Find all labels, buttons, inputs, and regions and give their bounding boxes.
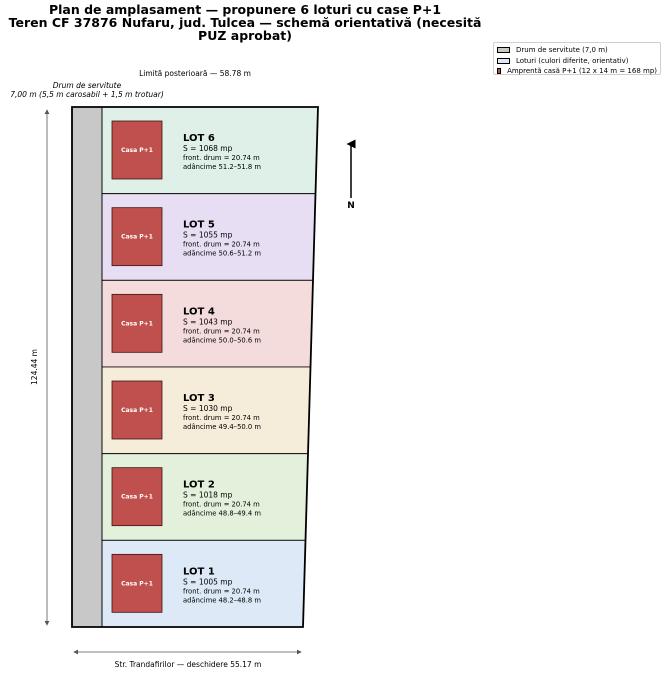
house-label: Casa P+1	[121, 320, 153, 328]
lot-area: S = 1030 mp	[183, 404, 233, 413]
lot-name: LOT 1	[183, 566, 215, 578]
lot-name: LOT 6	[183, 133, 215, 144]
lot-area: S = 1055 mp	[183, 230, 233, 240]
legend-swatch-road	[497, 47, 510, 53]
lot-depth: adâncime 48.8–49.4 m	[183, 509, 261, 518]
lot-depth: adâncime 48.2–48.8 m	[183, 596, 261, 605]
lot-frontage: front. drum = 20.74 m	[183, 587, 260, 596]
legend-swatch-lots	[497, 58, 510, 64]
lot-depth: adâncime 50.0–50.6 m	[183, 336, 261, 345]
legend-label-house: Amprentă casă P+1 (12 x 14 m = 168 mp)	[507, 67, 657, 75]
house-label: Casa P+1	[121, 233, 153, 241]
legend-item-lots	[497, 56, 657, 66]
street-dimension-label: Str. Trandafirilor — deschidere 55.17 m	[114, 660, 262, 669]
rear-limit-label: Limită posterioară — 58.78 m	[139, 69, 251, 78]
lot-area: S = 1005 mp	[183, 577, 233, 587]
title-line-2: Teren CF 37876 Nufaru, jud. Tulcea — schemă orientativă (necesită PUZ aprobat)	[8, 15, 482, 43]
lot-frontage: front. drum = 20.74 m	[183, 154, 260, 162]
lot-area: S = 1018 mp	[183, 490, 233, 500]
lot-name: LOT 3	[183, 393, 215, 404]
lot-depth: adâncime 51.2–51.8 m	[183, 163, 261, 171]
road-title-label: Drum de servitute	[52, 81, 122, 90]
legend-item-house	[497, 66, 657, 76]
lot-name: LOT 2	[183, 479, 215, 491]
legend-label-road: Drum de servitute (7,0 m)	[516, 46, 608, 54]
road-detail-label: 7,00 m (5,5 m carosabil + 1,5 m trotuar)	[10, 90, 164, 99]
house-label: Casa P+1	[121, 407, 153, 414]
service-road	[72, 107, 102, 627]
lot-frontage: front. drum = 20.74 m	[183, 240, 260, 249]
left-dimension-label: 124.44 m	[30, 349, 39, 385]
title-line-1: Plan de amplasament — propunere 6 loturi cu case P+1	[48, 2, 442, 17]
legend	[493, 42, 661, 75]
lot-name: LOT 4	[183, 306, 215, 318]
house-label: Casa P+1	[121, 147, 153, 154]
lot-frontage: front. drum = 20.74 m	[183, 500, 260, 509]
legend-swatch-house	[497, 68, 501, 74]
lot-name: LOT 5	[183, 219, 215, 231]
house-label: Casa P+1	[121, 580, 153, 588]
lots-group	[102, 107, 318, 627]
house-label: Casa P+1	[121, 493, 153, 501]
lot-frontage: front. drum = 20.74 m	[183, 327, 260, 336]
lot-frontage: front. drum = 20.74 m	[183, 414, 260, 422]
north-label: N	[347, 201, 355, 211]
lot-depth: adâncime 49.4–50.0 m	[183, 423, 261, 431]
legend-label-lots: Loturi (culori diferite, orientativ)	[516, 56, 629, 65]
lot-depth: adâncime 50.6–51.2 m	[183, 249, 261, 258]
legend-item-road	[497, 45, 657, 55]
lot-area: S = 1043 mp	[183, 317, 233, 327]
lot-area: S = 1068 mp	[183, 144, 233, 153]
